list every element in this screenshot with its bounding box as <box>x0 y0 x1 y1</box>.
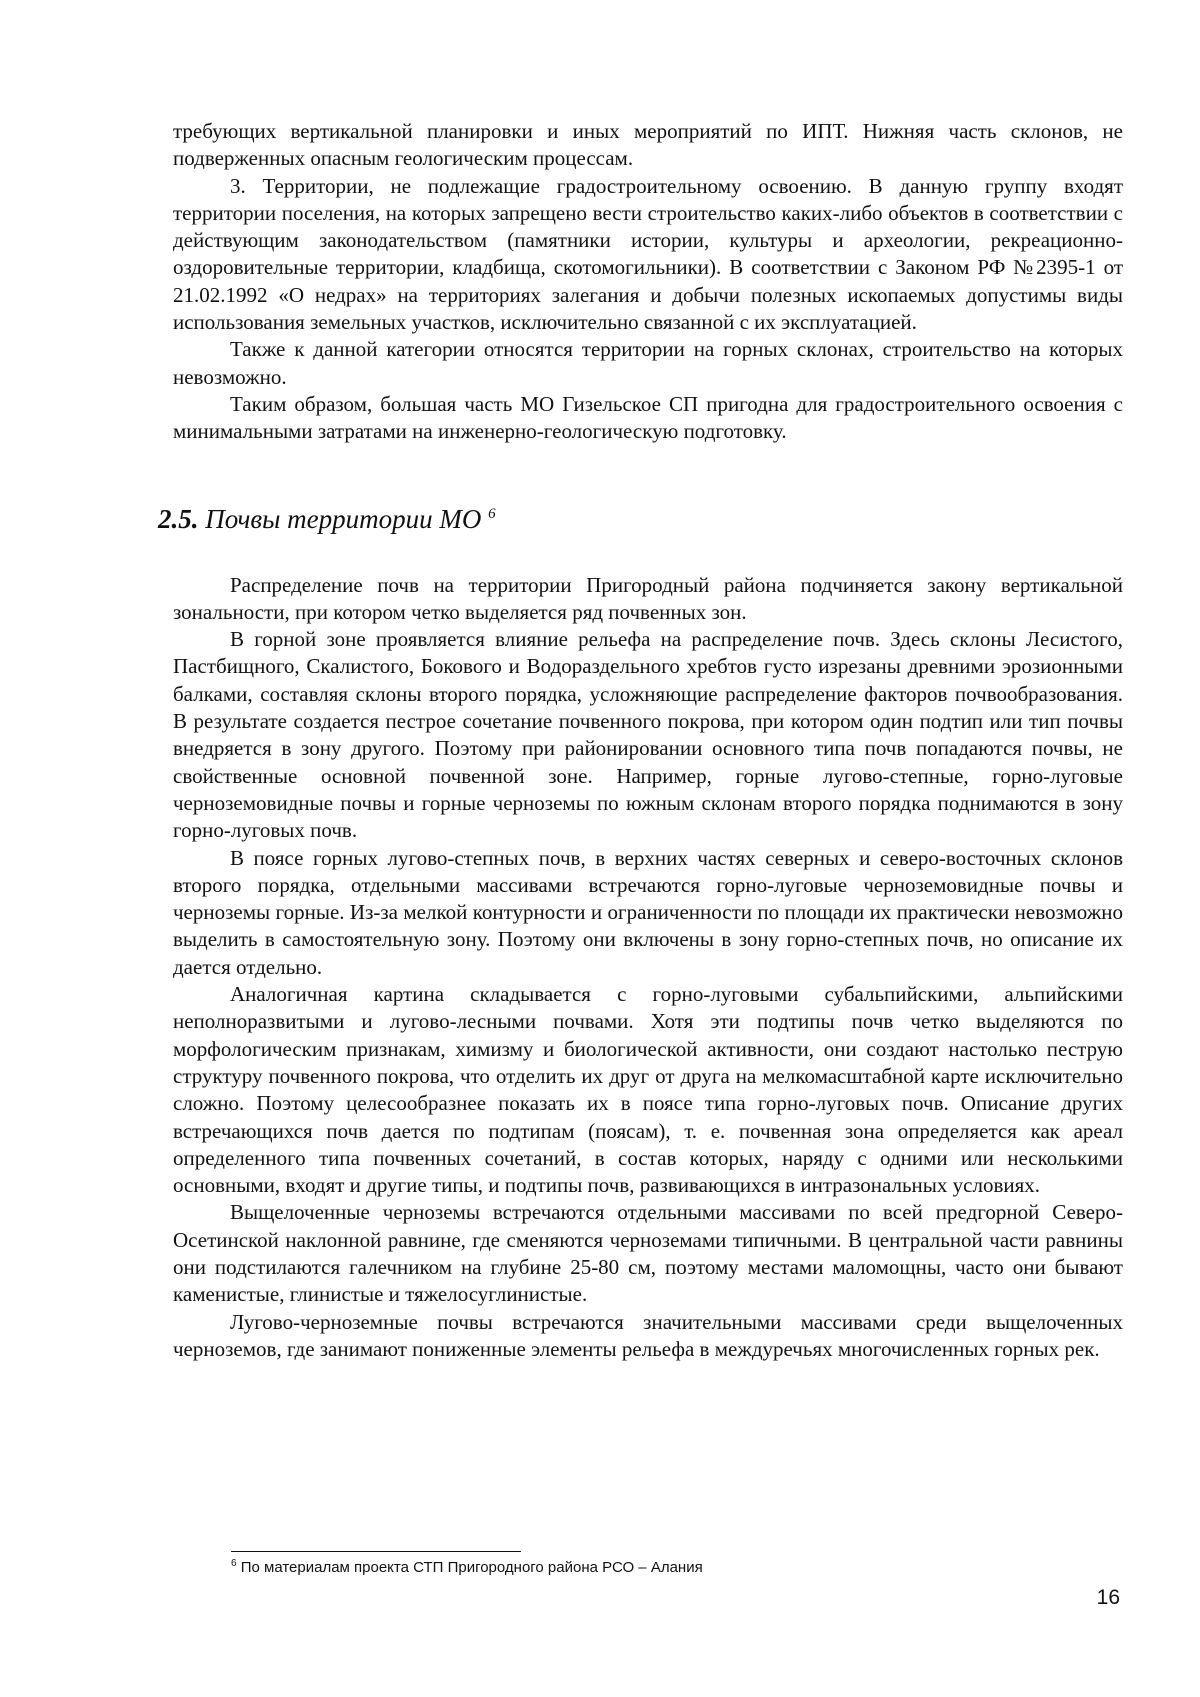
paragraph-conclusion: Таким образом, большая часть МО Гизельское СП пригодна для градостроительного освоения с минимальными затратами на инженерно-геологическую подготовку. <box>173 391 1123 444</box>
paragraph-mountain-zone: В горной зоне проявляется влияние рельефа на распределение почв. Здесь склоны Лесистого, Пастбищного, Скалистого, Бокового и Водораздельного хребтов густо изрезаны древними эрозионными балками, составляя склоны второго порядка, усложняющие распределение факторов почвообразования. В результате создается пестрое сочетание почвенного покрова, при котором один подтип или тип почвы внедряется в зону другого. Поэтому при районировании основного типа почв попадаются почвы, не свойственные основной почвенной зоне. Например, горные лугово-степные, горно-луговые черноземовидные почвы и горные черноземы по южным склонам второго порядка поднимаются в зону горно-луговых почв. <box>173 627 1123 843</box>
paragraph-meadow-chernozem: Лугово-черноземные почвы встречаются значительными массивами среди выщелоченных черноземов, где занимают пониженные элементы рельефа в междуречьях многочисленных горных рек. <box>173 1309 1123 1361</box>
paragraph-soil-distribution: Распределение почв на территории Пригородный района подчиняется закону вертикальной зональности, при котором четко выделяется ряд почвенных зон. <box>173 572 1123 624</box>
paragraph-mountain-slopes: Также к данной категории относятся территории на горных склонах, строительство на которых невозможно. <box>173 337 1123 389</box>
section-title: Почвы территории МО <box>198 503 489 534</box>
footnote-marker: 6 <box>231 1558 237 1569</box>
page-number: 16 <box>1096 1586 1120 1609</box>
paragraph-continuation: требующих вертикальной планировки и иных мероприятий по ИПТ. Нижняя часть склонов, не подверженных опасным геологическим процессам. <box>173 119 1123 171</box>
section-number: 2.5. <box>158 503 199 534</box>
footnote-divider <box>231 1551 521 1552</box>
page-body <box>158 118 1123 1363</box>
paragraph-similar-picture: Аналогичная картина складывается с горно-луговыми субальпийскими, альпийскими неполноразвитыми и лугово-лесными почвами. Хотя эти подтипы почв четко выделяются по морфологическим признакам, химизму и биологической активности, они создают настолько пеструю структуру почвенного покрова, что отделить их друг от друга на мелкомасштабной карте исключительно сложно. Поэтому целесообразнее показать их в поясе типа горно-луговых почв. Описание других встречающихся почв дается по подтипам (поясам), т. е. почвенная зона определяется как ареал определенного типа почвенных сочетаний, в состав которых, наряду с одними или несколькими основными, входят и другие типы, и подтипы почв, развивающихся в интразональных условиях. <box>173 982 1123 1198</box>
section-heading <box>158 502 1123 536</box>
paragraph-leached-chernozems: Выщелоченные черноземы встречаются отдельными массивами по всей предгорной Северо-Осетинской наклонной равнине, где сменяются черноземами типичными. В центральной части равнины они подстилаются галечником на глубине 25-80 см, поэтому местами маломощны, часто они бывают каменистые, глинистые и тяжелосуглинистые. <box>173 1200 1123 1307</box>
paragraph-meadow-steppe-belt: В поясе горных лугово-степных почв, в верхних частях северных и северо-восточных склонов второго порядка, отдельными массивами встречаются горно-луговые черноземовидные почвы и черноземы горные. Из-за мелкой контурности и ограниченности по площади их практически невозможно выделить в самостоятельную зону. Поэтому они включены в зону горно-степных почв, но описание их дается отдельно. <box>173 845 1123 979</box>
footnote-text: По материалам проекта СТП Пригородного района РСО – Алания <box>236 1559 703 1576</box>
footnote <box>231 1558 1031 1578</box>
footnote-reference[interactable]: 6 <box>488 505 496 522</box>
paragraph-category-3: 3. Территории, не подлежащие градостроительному освоению. В данную группу входят территории поселения, на которых запрещено вести строительство каких-либо объектов в соответствии с действующим законодательством (памятники истории, культуры и археологии, рекреационно-оздоровительные территории, кладбища, скотомогильники). В соответствии с Законом РФ №2395-1 от 21.02.1992 «О недрах» на территориях залегания и добычи полезных ископаемых допустимы виды использования земельных участков, исключительно связанной с их эксплуатацией. <box>173 173 1123 335</box>
